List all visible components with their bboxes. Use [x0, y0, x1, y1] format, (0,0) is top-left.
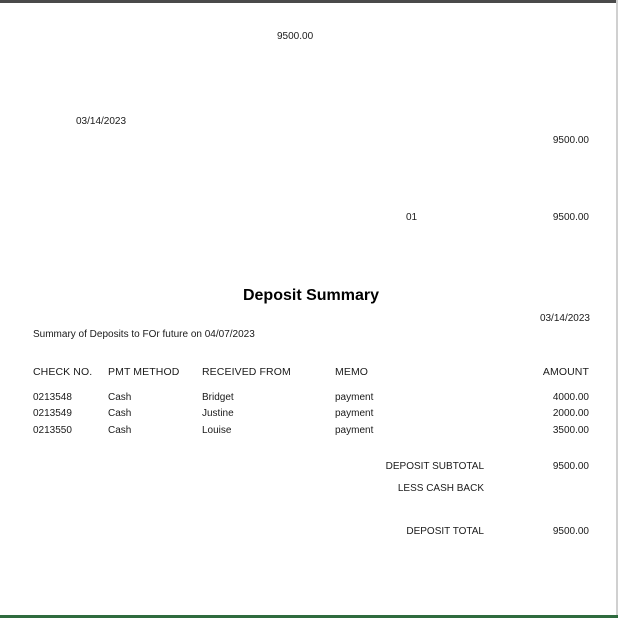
- voucher-line-amount: 9500.00: [552, 212, 589, 223]
- deposit-total-value: 9500.00: [552, 526, 589, 537]
- voucher-top-amount: 9500.00: [277, 31, 314, 42]
- row-3-amount: 3500.00: [552, 425, 589, 436]
- column-header-pmt-method: PMT METHOD: [108, 366, 180, 378]
- column-header-check-no: CHECK NO.: [33, 366, 93, 378]
- summary-date: 03/14/2023: [539, 313, 590, 324]
- column-header-memo: MEMO: [335, 366, 369, 378]
- voucher-line-code: 01: [406, 212, 418, 223]
- row-2-received-from: Justine: [202, 408, 234, 419]
- deposit-total-label: DEPOSIT TOTAL: [406, 526, 484, 537]
- deposit-subtotal-value: 9500.00: [552, 461, 589, 472]
- deposit-subtotal-label: DEPOSIT SUBTOTAL: [385, 461, 484, 472]
- row-1-check-no: 0213548: [33, 392, 72, 403]
- row-1-received-from: Bridget: [202, 392, 234, 403]
- column-header-received-from: RECEIVED FROM: [202, 366, 291, 378]
- row-3-check-no: 0213550: [33, 425, 72, 436]
- row-2-check-no: 0213549: [33, 408, 72, 419]
- row-2-memo: payment: [335, 408, 374, 419]
- voucher-date: 03/14/2023: [76, 116, 127, 127]
- page-title: Deposit Summary: [242, 287, 380, 304]
- row-2-pmt-method: Cash: [108, 408, 132, 419]
- less-cash-back-label: LESS CASH BACK: [397, 483, 484, 494]
- summary-subtitle: Summary of Deposits to FOr future on 04/07/2023: [33, 329, 255, 340]
- row-3-pmt-method: Cash: [108, 425, 132, 436]
- row-3-received-from: Louise: [202, 425, 232, 436]
- window-top-border: [0, 0, 618, 3]
- voucher-amount: 9500.00: [552, 135, 589, 146]
- row-1-pmt-method: Cash: [108, 392, 132, 403]
- column-header-amount: AMOUNT: [542, 366, 589, 378]
- row-1-memo: payment: [335, 392, 374, 403]
- row-3-memo: payment: [335, 425, 374, 436]
- row-2-amount: 2000.00: [552, 408, 589, 419]
- row-1-amount: 4000.00: [552, 392, 589, 403]
